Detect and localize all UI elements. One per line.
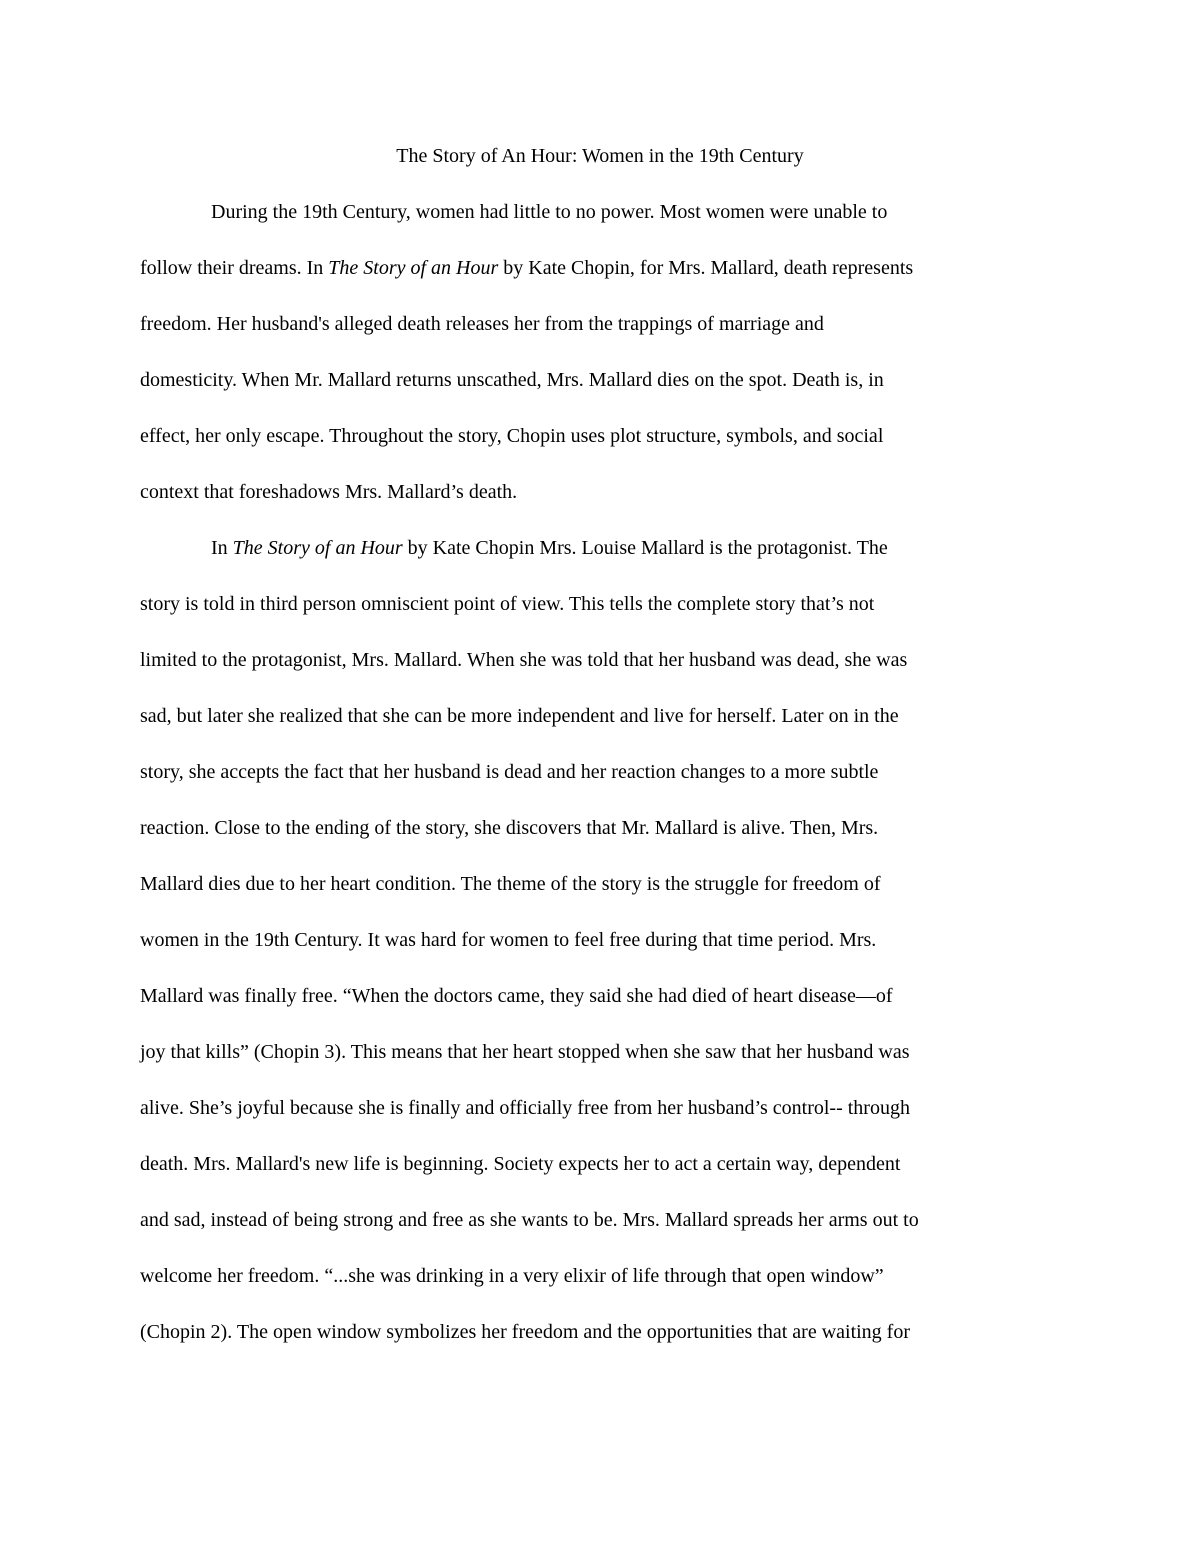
paragraph-line: Mallard dies due to her heart condition. The theme of the story is the struggle for freedom of xyxy=(140,873,881,895)
paragraph-line: freedom. Her husband's alleged death releases her from the trappings of marriage and xyxy=(140,313,824,335)
paragraph-line: alive. She’s joyful because she is finally and officially free from her husband’s control-- through xyxy=(140,1097,910,1119)
paragraph-line: joy that kills” (Chopin 3). This means that her heart stopped when she saw that her husband was xyxy=(140,1041,910,1063)
paragraph-line: During the 19th Century, women had little to no power. Most women were unable to xyxy=(211,201,888,223)
paragraph-line: In The Story of an Hour by Kate Chopin Mrs. Louise Mallard is the protagonist. The xyxy=(211,537,888,559)
paragraph-line: sad, but later she realized that she can be more independent and live for herself. Later on in the xyxy=(140,705,899,727)
paragraph-line: context that foreshadows Mrs. Mallard’s death. xyxy=(140,481,518,503)
book-title-italic: The Story of an Hour xyxy=(232,537,403,559)
book-title-italic: The Story of an Hour xyxy=(328,257,499,279)
paragraph-line: follow their dreams. In The Story of an Hour by Kate Chopin, for Mrs. Mallard, death represents xyxy=(140,257,914,279)
paragraph-line: domesticity. When Mr. Mallard returns unscathed, Mrs. Mallard dies on the spot. Death is, in xyxy=(140,369,884,391)
paragraph-line: story, she accepts the fact that her husband is dead and her reaction changes to a more subtle xyxy=(140,761,879,783)
paragraph-line: death. Mrs. Mallard's new life is beginning. Society expects her to act a certain way, dependent xyxy=(140,1153,901,1175)
paragraph-line: and sad, instead of being strong and free as she wants to be. Mrs. Mallard spreads her arms out to xyxy=(140,1209,919,1231)
paragraph-line: (Chopin 2). The open window symbolizes her freedom and the opportunities that are waiting for xyxy=(140,1321,910,1343)
paragraph-line: reaction. Close to the ending of the story, she discovers that Mr. Mallard is alive. Then, Mrs. xyxy=(140,817,879,839)
paragraph-line: effect, her only escape. Throughout the story, Chopin uses plot structure, symbols, and social xyxy=(140,425,884,447)
paragraph-line: welcome her freedom. “...she was drinking in a very elixir of life through that open window” xyxy=(140,1265,884,1287)
paragraph-line: limited to the protagonist, Mrs. Mallard. When she was told that her husband was dead, she was xyxy=(140,649,908,671)
paragraph-line: story is told in third person omniscient point of view. This tells the complete story that’s not xyxy=(140,593,875,615)
paragraph-line: Mallard was finally free. “When the doctors came, they said she had died of heart disease—of xyxy=(140,985,893,1007)
paragraph-line: women in the 19th Century. It was hard for women to feel free during that time period. Mrs. xyxy=(140,929,877,951)
document-title: The Story of An Hour: Women in the 19th Century xyxy=(396,145,804,167)
